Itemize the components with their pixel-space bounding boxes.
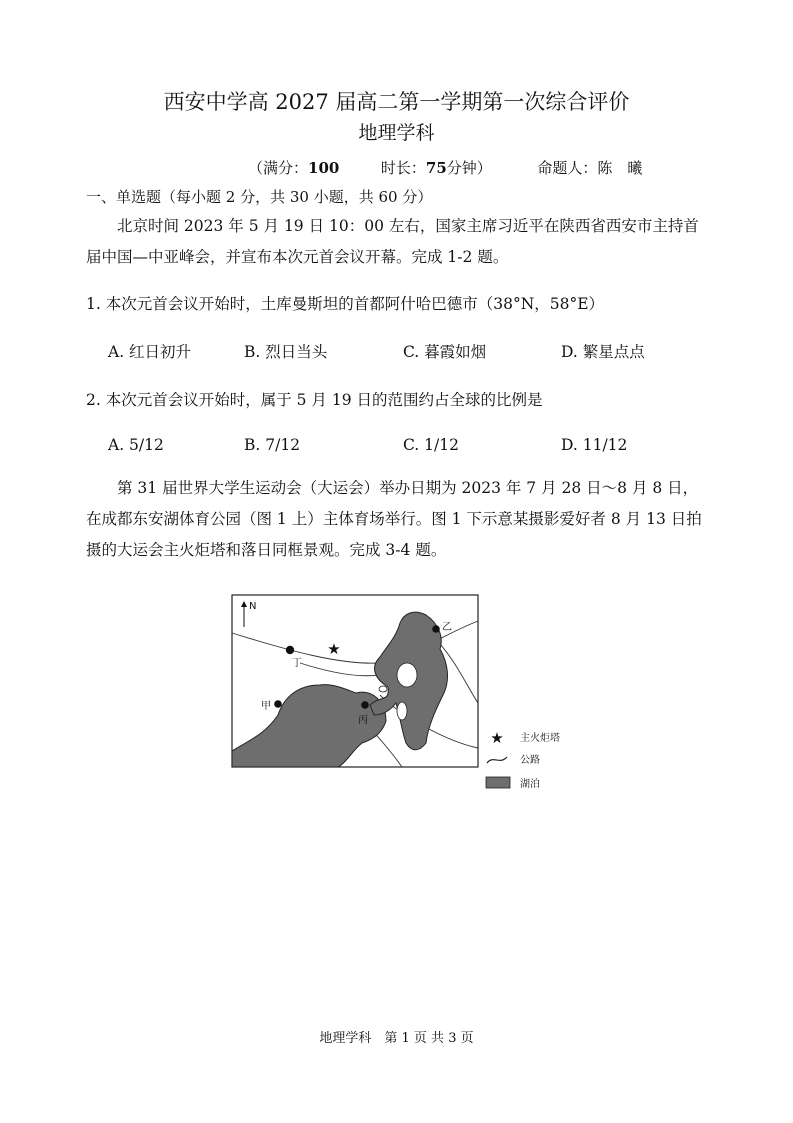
legend-star-icon: ★: [490, 729, 504, 747]
q1-option-a: A. 红日初升: [108, 343, 192, 361]
duration-value: 75: [425, 159, 447, 177]
point-jia: [274, 700, 282, 708]
full-score-value: 100: [308, 159, 340, 177]
island-1: [397, 663, 417, 687]
point-ding-label: 丁: [292, 658, 302, 669]
q1-option-c: C. 暮霞如烟: [403, 343, 487, 361]
question-1-stem: 1. 本次元首会议开始时，土库曼斯坦的首都阿什哈巴德市（38°N，58°E）: [86, 295, 605, 313]
north-label: N: [249, 601, 257, 612]
point-jia-label: 甲: [261, 701, 271, 712]
legend-road-symbol: [487, 757, 507, 763]
page-footer: 地理学科 第 1 页 共 3 页: [319, 1031, 474, 1046]
point-yi-label: 乙: [442, 622, 452, 633]
q1-option-d: D. 繁星点点: [561, 343, 645, 361]
torch-star-icon: ★: [327, 640, 341, 658]
island-3: [379, 686, 387, 692]
q2-option-b: B. 7/12: [244, 436, 301, 454]
duration-label: 时长：: [380, 159, 426, 177]
legend-lake-label: 湖泊: [520, 779, 540, 790]
q2-option-c: C. 1/12: [403, 436, 459, 454]
section-title: 一、单选题（每小题 2 分，共 30 小题，共 60 分）: [86, 188, 433, 206]
author-label: 命题人：陈 曦: [537, 159, 643, 177]
passage-1: 北京时间 2023 年 5 月 19 日 10：00 左右，国家主席习近平在陕西省西安市主持首届中国—中亚峰会，并宣布本次元首会议开幕。完成 1-2 题。: [86, 217, 699, 266]
island-2: [397, 702, 407, 720]
lake-map-figure: [230, 593, 580, 798]
page-title: 西安中学高 2027 届高二第一学期第一次综合评价: [163, 90, 630, 114]
point-yi: [432, 625, 440, 633]
q2-option-a: A. 5/12: [108, 436, 164, 454]
q2-option-d: D. 11/12: [561, 436, 628, 454]
question-2-stem: 2. 本次元首会议开始时，属于 5 月 19 日的范围约占全球的比例是: [86, 391, 543, 409]
passage-2: 第 31 届世界大学生运动会（大运会）举办日期为 2023 年 7 月 28 日～8 月 8 日，在成都东安湖体育公园（图 1 上）主体育场举行。图 1 下示意某摄影爱好者 8 月 13 日拍摄的大运会主火炬塔和落日同框景观。完成 3-4 题。: [86, 479, 702, 559]
exam-meta: [248, 157, 642, 178]
legend-torch-label: 主火炬塔: [520, 733, 560, 744]
point-ding: [286, 646, 294, 654]
subject-title: 地理学科: [358, 122, 435, 144]
point-bing: [361, 701, 369, 709]
full-score-label: （满分：: [248, 159, 309, 177]
legend-road-label: 公路: [520, 755, 540, 766]
point-bing-label: 丙: [358, 715, 368, 726]
duration-unit: 分钟）: [446, 159, 492, 177]
legend-lake-symbol: [486, 777, 510, 788]
q1-option-b: B. 烈日当头: [244, 343, 328, 361]
